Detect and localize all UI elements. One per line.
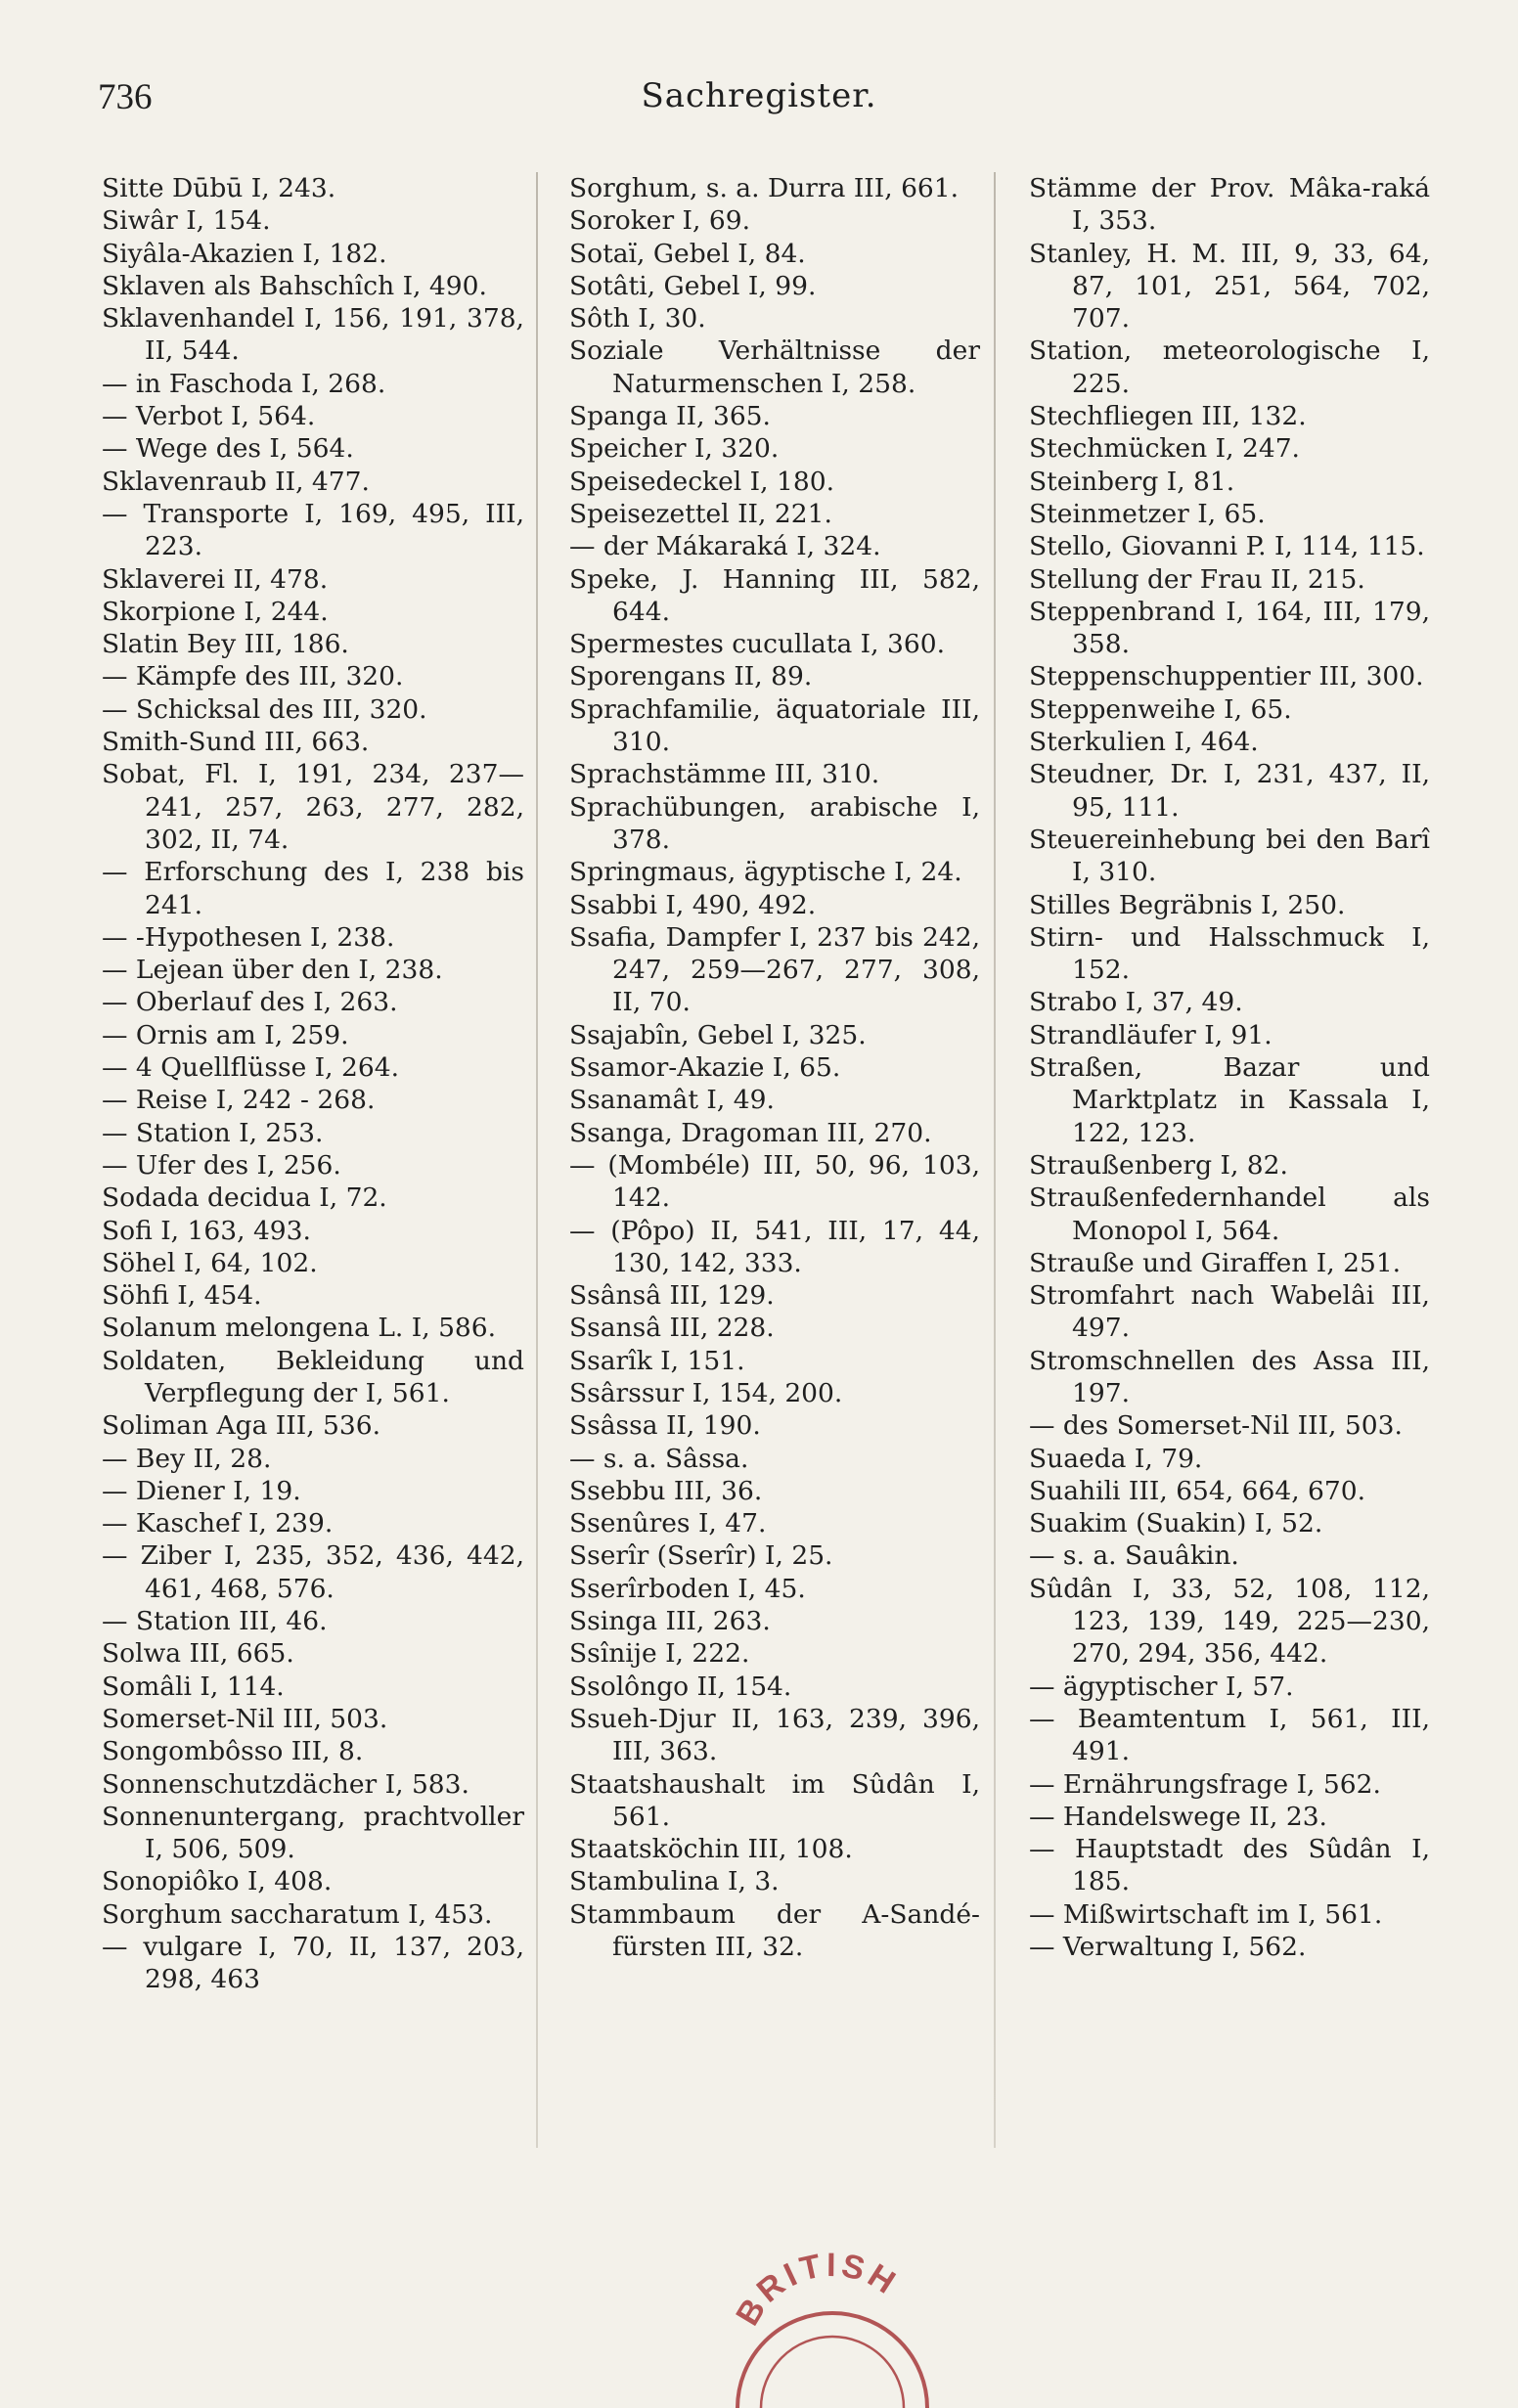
index-entry: — Ziber I, 235, 352, 436, 442, 461, 468, 576. (102, 1540, 524, 1604)
index-entry: Spermestes cucullata I, 360. (569, 629, 945, 660)
index-column-3 (1029, 172, 1430, 1963)
index-entry: Sofi I, 163, 493. (102, 1215, 311, 1246)
index-entry: — Mißwirtschaft im I, 561. (1029, 1898, 1383, 1930)
index-entry: Ssanamât I, 49. (569, 1085, 775, 1116)
index-entry: Staatshaushalt im Sûdân I, 561. (569, 1768, 980, 1832)
index-entry: — Handelswege II, 23. (1029, 1801, 1327, 1832)
index-entry: Stromschnellen des Assa III, 197. (1029, 1345, 1430, 1408)
index-entry: — Ornis am I, 259. (102, 1019, 349, 1050)
index-entry: — in Faschoda I, 268. (102, 368, 386, 399)
index-entry: Sprachfamilie, äquatoriale III, 310. (569, 693, 980, 758)
index-entry: Straußenberg I, 82. (1029, 1149, 1288, 1181)
stamp-text: BRITISH (729, 2246, 906, 2333)
index-entry: — s. a. Sauâkin. (1029, 1540, 1239, 1572)
index-entry: Sotâti, Gebel I, 99. (569, 270, 817, 301)
index-entry: — ägyptischer I, 57. (1029, 1671, 1294, 1702)
index-entry: Sobat, Fl. I, 191, 234, 237—241, 257, 263, 277, 282, 302, II, 74. (102, 759, 524, 855)
index-entry: Stirn- und Halsschmuck I, 152. (1029, 921, 1430, 986)
index-entry: Strauße und Giraffen I, 251. (1029, 1247, 1402, 1278)
index-entry: Ssanga, Dragoman III, 270. (569, 1117, 932, 1148)
index-entry: Steuereinhebung bei den Barî I, 310. (1029, 824, 1430, 888)
index-entry: Sprachübungen, arabische I, 378. (569, 791, 980, 855)
index-entry: — Schicksal des III, 320. (102, 693, 427, 725)
library-stamp (720, 2212, 945, 2408)
index-entry: Söhfi I, 454. (102, 1280, 262, 1312)
index-entry: Somerset-Nil III, 503. (102, 1703, 388, 1734)
index-entry: Sûdân I, 33, 52, 108, 112, 123, 139, 149, 225—230, 270, 294, 356, 442. (1029, 1573, 1430, 1670)
index-entry: Ssajabîn, Gebel I, 325. (569, 1019, 867, 1050)
index-entry: Sonnenuntergang, prachtvoller I, 506, 509. (102, 1801, 524, 1865)
index-entry: Suahili III, 654, 664, 670. (1029, 1475, 1366, 1506)
index-entry: Springmaus, ägyptische I, 24. (569, 857, 962, 888)
index-entry: Skorpione I, 244. (102, 596, 329, 627)
index-entry: Sserîr (Sserîr) I, 25. (569, 1540, 833, 1572)
index-entry: — Ernährungsfrage I, 562. (1029, 1768, 1381, 1800)
index-entry: Straußenfedernhandel als Monopol I, 564. (1029, 1182, 1430, 1246)
index-entry: Stechfliegen III, 132. (1029, 401, 1307, 432)
index-entry: Stilles Begräbnis I, 250. (1029, 889, 1346, 920)
index-entry: — Ufer des I, 256. (102, 1149, 341, 1181)
index-entry: Ssînije I, 222. (569, 1638, 750, 1670)
index-entry: Straßen, Bazar und Marktplatz in Kassala I, 122, 123. (1029, 1052, 1430, 1148)
index-entry: Steinmetzer I, 65. (1029, 498, 1266, 529)
index-entry: — -Hypothesen I, 238. (102, 921, 395, 953)
index-entry: Sotaï, Gebel I, 84. (569, 238, 806, 269)
index-entry: Sôth I, 30. (569, 303, 706, 334)
index-entry: — Verwaltung I, 562. (1029, 1932, 1307, 1963)
index-entry: Steppenbrand I, 164, III, 179, 358. (1029, 596, 1430, 660)
index-entry: Stellung der Frau II, 215. (1029, 563, 1365, 595)
index-entry: Ssabbi I, 490, 492. (569, 889, 817, 920)
page-number: 736 (98, 77, 153, 117)
index-entry: — Diener I, 19. (102, 1475, 301, 1506)
index-entry: — Hauptstadt des Sûdân I, 185. (1029, 1834, 1430, 1897)
index-entry: Speisezettel II, 221. (569, 498, 832, 529)
index-entry: Ssinga III, 263. (569, 1606, 771, 1637)
column-rule (994, 172, 996, 2148)
index-entry: Somâli I, 114. (102, 1671, 285, 1702)
index-entry: Sterkulien I, 464. (1029, 727, 1259, 758)
index-entry: — Beamtentum I, 561, III, 491. (1029, 1703, 1430, 1767)
index-entry: Station, meteorologische I, 225. (1029, 335, 1430, 399)
index-entry: — Oberlauf des I, 263. (102, 987, 398, 1018)
index-entry: Ssânsâ III, 129. (569, 1280, 775, 1312)
index-entry: — Erforschung des I, 238 bis 241. (102, 857, 524, 920)
index-entry: — Transporte I, 169, 495, III, 223. (102, 498, 524, 562)
index-entry: — (Pôpo) II, 541, III, 17, 44, 130, 142, 333. (569, 1215, 980, 1278)
index-entry: Speke, J. Hanning III, 582, 644. (569, 563, 980, 627)
index-entry: — (Mombéle) III, 50, 96, 103, 142. (569, 1149, 980, 1214)
index-entry: Stanley, H. M. III, 9, 33, 64, 87, 101, 251, 564, 702, 707. (1029, 238, 1430, 334)
index-entry: — s. a. Sâssa. (569, 1443, 749, 1474)
index-entry: Ssârssur I, 154, 200. (569, 1377, 843, 1408)
index-entry: Ssansâ III, 228. (569, 1313, 775, 1344)
index-entry: Songombôsso III, 8. (102, 1736, 364, 1767)
index-entry: Solwa III, 665. (102, 1638, 294, 1670)
index-entry: Sprachstämme III, 310. (569, 759, 880, 790)
index-entry: Stello, Giovanni P. I, 114, 115. (1029, 531, 1425, 562)
index-entry: Stämme der Prov. Mâka-raká I, 353. (1029, 173, 1430, 237)
index-entry: — Reise I, 242 - 268. (102, 1085, 376, 1116)
index-entry: Speisedeckel I, 180. (569, 466, 835, 497)
index-entry: Soldaten, Bekleidung und Verpflegung der I, 561. (102, 1345, 524, 1408)
index-entry: Soroker I, 69. (569, 205, 751, 237)
index-entry: Stammbaum der A-Sandé-fürsten III, 32. (569, 1898, 980, 1963)
index-entry: Ssenûres I, 47. (569, 1508, 767, 1539)
index-entry: Strandläufer I, 91. (1029, 1019, 1272, 1050)
index-entry: Stambulina I, 3. (569, 1866, 780, 1897)
index-entry: Ssarîk I, 151. (569, 1345, 745, 1376)
index-entry: Sodada decidua I, 72. (102, 1182, 387, 1214)
index-entry: — Station III, 46. (102, 1606, 328, 1637)
index-entry: Speicher I, 320. (569, 433, 780, 465)
index-entry: Sporengans II, 89. (569, 661, 813, 692)
index-entry: Steppenweihe I, 65. (1029, 693, 1292, 725)
index-column-2 (569, 172, 980, 1963)
index-entry: Sklaverei II, 478. (102, 563, 329, 595)
index-entry: Söhel I, 64, 102. (102, 1247, 318, 1278)
index-column-1 (102, 172, 524, 1996)
index-entry: Siyâla-Akazien I, 182. (102, 238, 387, 269)
index-entry: Sklavenhandel I, 156, 191, 378, II, 544. (102, 303, 524, 367)
index-entry: — der Mákaraká I, 324. (569, 531, 881, 562)
index-entry: Soliman Aga III, 536. (102, 1410, 381, 1442)
index-entry: Strabo I, 37, 49. (1029, 987, 1243, 1018)
index-entry: Solanum melongena L. I, 586. (102, 1313, 497, 1344)
index-entry: Sonopiôko I, 408. (102, 1866, 333, 1897)
index-entry: Suaeda I, 79. (1029, 1443, 1203, 1474)
column-rule (536, 172, 538, 2148)
index-entry: Steppenschuppentier III, 300. (1029, 661, 1424, 692)
index-entry: Spanga II, 365. (569, 401, 771, 432)
index-entry: Siwâr I, 154. (102, 205, 271, 237)
index-entry: — Bey II, 28. (102, 1443, 272, 1474)
index-entry: — Verbot I, 564. (102, 401, 316, 432)
index-entry: Ssebbu III, 36. (569, 1475, 763, 1506)
index-entry: — vulgare I, 70, II, 137, 203, 298, 463 (102, 1932, 524, 1995)
index-entry: Ssolôngo II, 154. (569, 1671, 792, 1702)
index-entry: Sklaven als Bahschîch I, 490. (102, 270, 487, 301)
svg-text:BRITISH (729, 2247, 905, 2332)
index-entry: Sklavenraub II, 477. (102, 466, 370, 497)
index-entry: — Wege des I, 564. (102, 433, 354, 465)
index-entry: Smith-Sund III, 663. (102, 727, 370, 758)
index-entry: Staatsköchin III, 108. (569, 1834, 853, 1865)
index-entry: Ssamor-Akazie I, 65. (569, 1052, 841, 1084)
index-entry: Steinberg I, 81. (1029, 466, 1235, 497)
index-entry: — Lejean über den I, 238. (102, 955, 443, 986)
index-entry: Stromfahrt nach Wabelâi III, 497. (1029, 1280, 1430, 1344)
index-entry: — Kämpfe des III, 320. (102, 661, 404, 692)
running-head: Sachregister. (641, 76, 877, 115)
index-entry: Sorghum, s. a. Durra III, 661. (569, 173, 960, 203)
index-entry: Ssâssa II, 190. (569, 1410, 761, 1442)
index-entry: — 4 Quellflüsse I, 264. (102, 1052, 399, 1084)
index-entry: Ssafia, Dampfer I, 237 bis 242, 247, 259—267, 277, 308, II, 70. (569, 921, 980, 1018)
index-entry: Sorghum saccharatum I, 453. (102, 1898, 493, 1930)
index-entry: Steudner, Dr. I, 231, 437, II, 95, 111. (1029, 759, 1430, 823)
index-entry: Stechmücken I, 247. (1029, 433, 1300, 465)
index-entry: Suakim (Suakin) I, 52. (1029, 1508, 1323, 1539)
index-entry: Sserîrboden I, 45. (569, 1573, 806, 1604)
index-entry: Sitte Dūbū I, 243. (102, 173, 336, 203)
index-entry: Ssueh-Djur II, 163, 239, 396, III, 363. (569, 1703, 980, 1767)
index-entry: — Station I, 253. (102, 1117, 324, 1148)
index-entry: Soziale Verhältnisse der Naturmenschen I, 258. (569, 335, 980, 399)
index-entry: — Kaschef I, 239. (102, 1508, 334, 1539)
index-entry: Sonnenschutzdächer I, 583. (102, 1768, 469, 1800)
index-entry: Slatin Bey III, 186. (102, 629, 349, 660)
index-entry: — des Somerset-Nil III, 503. (1029, 1410, 1403, 1442)
